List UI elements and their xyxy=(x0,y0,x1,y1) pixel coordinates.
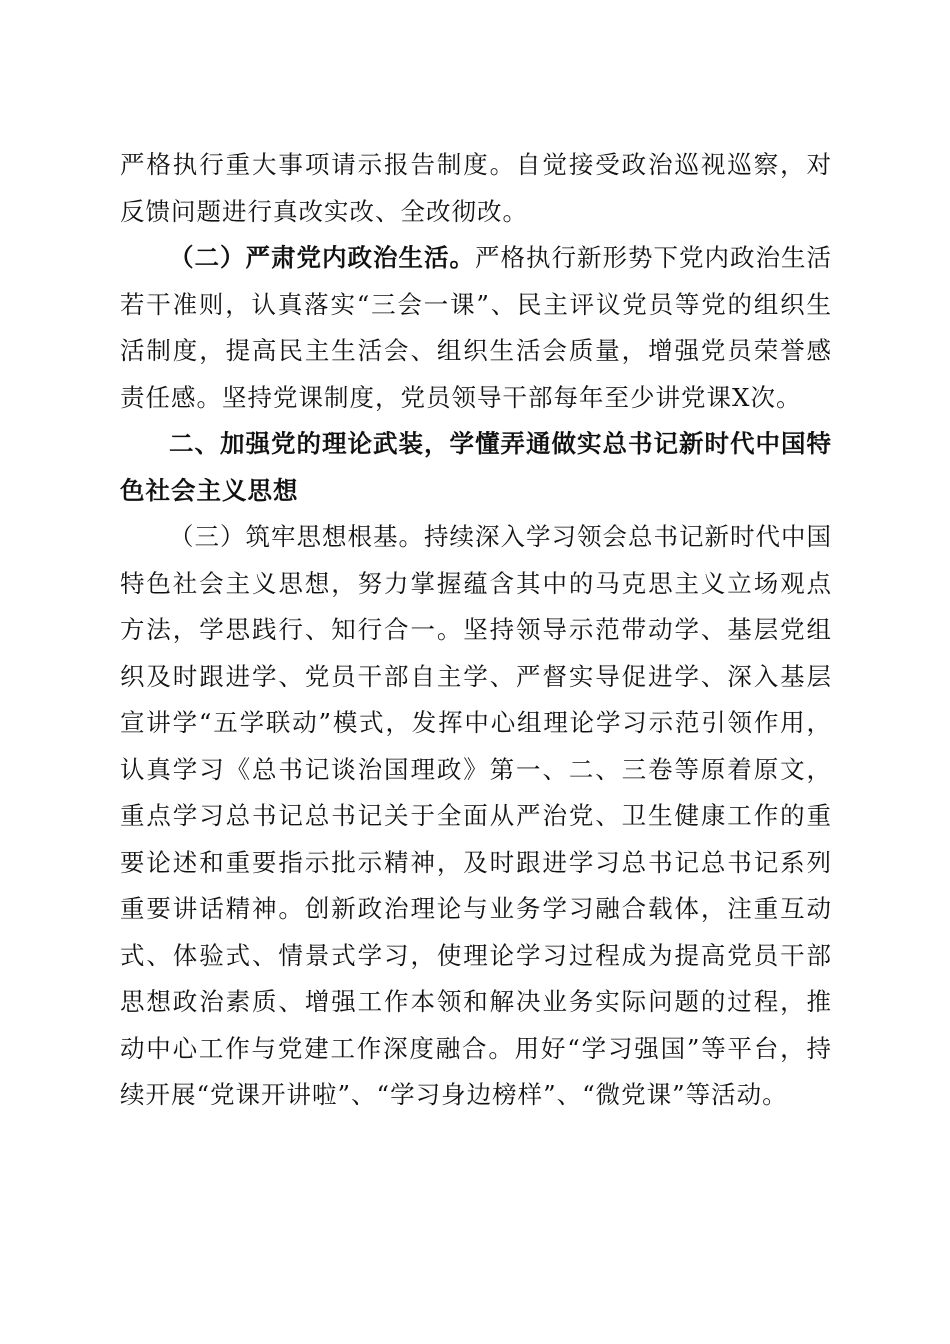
document-body xyxy=(120,142,832,1119)
subsection-heading-2: （二）严肃党内政治生活。 xyxy=(169,243,475,272)
paragraph-party-life-body: 严格执行新形势下党内政治生活若干准则，认真落实“三会一课”、民主评议党员等党的组织生活制度，提高民主生活会、组织生活会质量，增强党员荣誉感责任感。坚持党课制度，党员领导干部每年至少讲党课X次。 xyxy=(120,243,832,412)
paragraph-continuation: 严格执行重大事项请示报告制度。自觉接受政治巡视巡察，对反馈问题进行真改实改、全改彻改。 xyxy=(120,150,832,226)
paragraph-thought-foundation: （三）筑牢思想根基。持续深入学习领会总书记新时代中国特色社会主义思想，努力掌握蕴含其中的马克思主义立场观点方法，学思践行、知行合一。坚持领导示范带动学、基层党组织及时跟进学、党员干部自主学、严督实导促进学、深入基层宣讲学“五学联动”模式，发挥中心组理论学习示范引领作用，认真学习《总书记谈治国理政》第一、二、三卷等原着原文，重点学习总书记总书记关于全面从严治党、卫生健康工作的重要论述和重要指示批示精神，及时跟进学习总书记总书记系列重要讲话精神。创新政治理论与业务学习融合载体，注重互动式、体验式、情景式学习，使理论学习过程成为提高党员干部思想政治素质、增强工作本领和解决业务实际问题的过程，推动中心工作与党建工作深度融合。用好“学习强国”等平台，持续开展“党课开讲啦”、“学习身边榜样”、“微党课”等活动。 xyxy=(120,522,832,1109)
paragraph-party-life xyxy=(120,235,832,421)
section-heading-2: 二、加强党的理论武装，学懂弄通做实总书记新时代中国特色社会主义思想 xyxy=(120,429,832,505)
